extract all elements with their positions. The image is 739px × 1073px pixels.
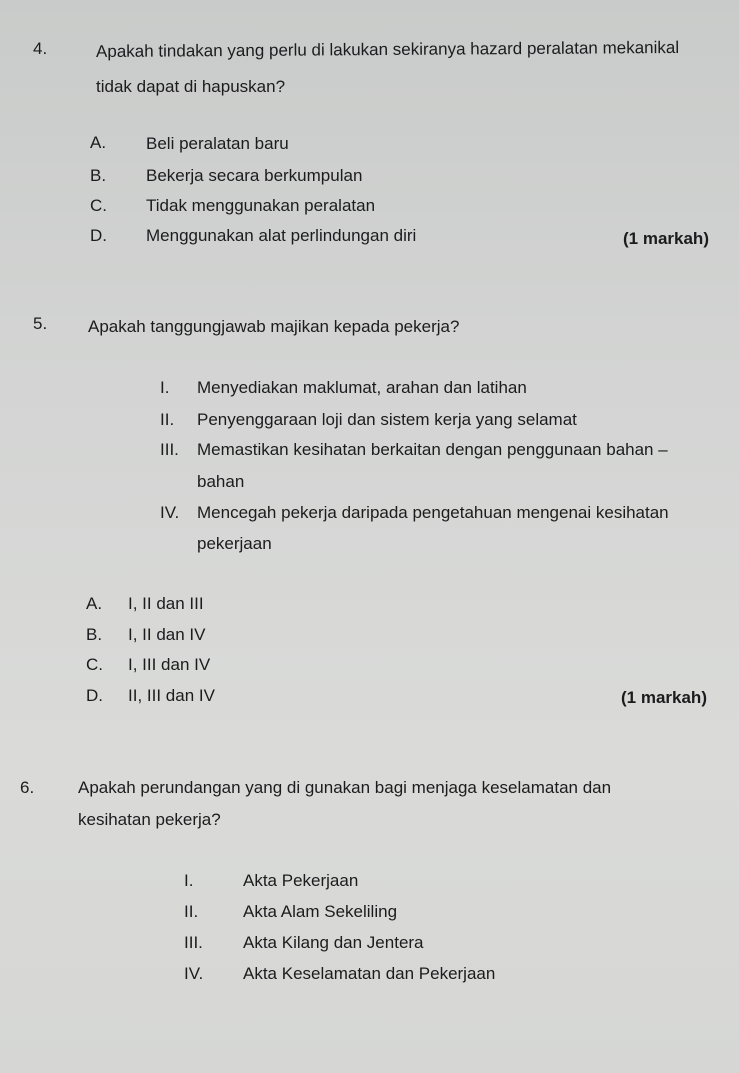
question-4-number: 4.: [33, 39, 48, 58]
question-5-statement-1-text: Menyediakan maklumat, arahan dan latihan: [197, 378, 527, 397]
question-6-text-line2: kesihatan pekerja?: [78, 810, 221, 829]
question-4-option-c-letter: C.: [90, 196, 107, 215]
question-4-option-a-text: Beli peralatan baru: [146, 134, 289, 153]
question-5-statement-3-numeral: III.: [160, 440, 179, 459]
question-6-statement-3-text: Akta Kilang dan Jentera: [243, 933, 424, 952]
question-5-option-d-text: II, III dan IV: [128, 686, 215, 705]
question-4-text-line1: Apakah tindakan yang perlu di lakukan sekiranya hazard peralatan mekanikal: [95, 37, 680, 61]
question-6-statement-2-text: Akta Alam Sekeliling: [243, 902, 398, 921]
question-4-option-d-text: Menggunakan alat perlindungan diri: [146, 226, 417, 245]
question-5-option-c-text: I, III dan IV: [128, 655, 211, 674]
question-6-number: 6.: [20, 778, 35, 797]
question-4-option-d-letter: D.: [90, 226, 107, 245]
question-6-statement-4-text: Akta Keselamatan dan Pekerjaan: [243, 964, 496, 983]
question-5-option-b-letter: B.: [86, 625, 103, 644]
question-5-option-c-letter: C.: [86, 655, 103, 674]
question-5-text: Apakah tanggungjawab majikan kepada pekerja?: [88, 317, 460, 336]
question-5-marks: (1 markah): [621, 688, 707, 707]
question-5-statement-4-text-line2: pekerjaan: [197, 534, 272, 553]
question-5-statement-1-numeral: I.: [160, 378, 170, 397]
question-4-option-a-letter: A.: [90, 133, 107, 152]
question-6-statement-2-numeral: II.: [184, 902, 199, 921]
question-5-statement-2-numeral: II.: [160, 410, 175, 429]
question-6-text-line1: Apakah perundangan yang di gunakan bagi menjaga keselamatan dan: [78, 778, 612, 797]
question-5-option-a-letter: A.: [86, 594, 103, 613]
question-5-number: 5.: [33, 314, 48, 333]
question-5-option-a-text: I, II dan III: [128, 594, 204, 613]
question-6-statement-1-text: Akta Pekerjaan: [243, 871, 359, 890]
question-5-statement-2-text: Penyenggaraan loji dan sistem kerja yang selamat: [197, 410, 577, 429]
question-6-statement-3-numeral: III.: [184, 933, 203, 952]
question-5-statement-3-text-line2: bahan: [197, 472, 245, 491]
question-5-option-b-text: I, II dan IV: [128, 625, 206, 644]
question-5-statement-3-text-line1: Memastikan kesihatan berkaitan dengan penggunaan bahan –: [197, 440, 668, 459]
question-6-statement-1-numeral: I.: [184, 871, 194, 890]
question-6-statement-4-numeral: IV.: [184, 964, 204, 983]
question-4-marks: (1 markah): [623, 229, 709, 248]
question-5-option-d-letter: D.: [86, 686, 103, 705]
question-5-statement-4-numeral: IV.: [160, 503, 180, 522]
question-4-option-c-text: Tidak menggunakan peralatan: [146, 196, 376, 215]
question-4-text-line2: tidak dapat di hapuskan?: [96, 77, 286, 96]
question-5-statement-4-text-line1: Mencegah pekerja daripada pengetahuan mengenai kesihatan: [197, 503, 669, 522]
question-4-option-b-text: Bekerja secara berkumpulan: [146, 166, 363, 185]
question-4-option-b-letter: B.: [90, 166, 107, 185]
